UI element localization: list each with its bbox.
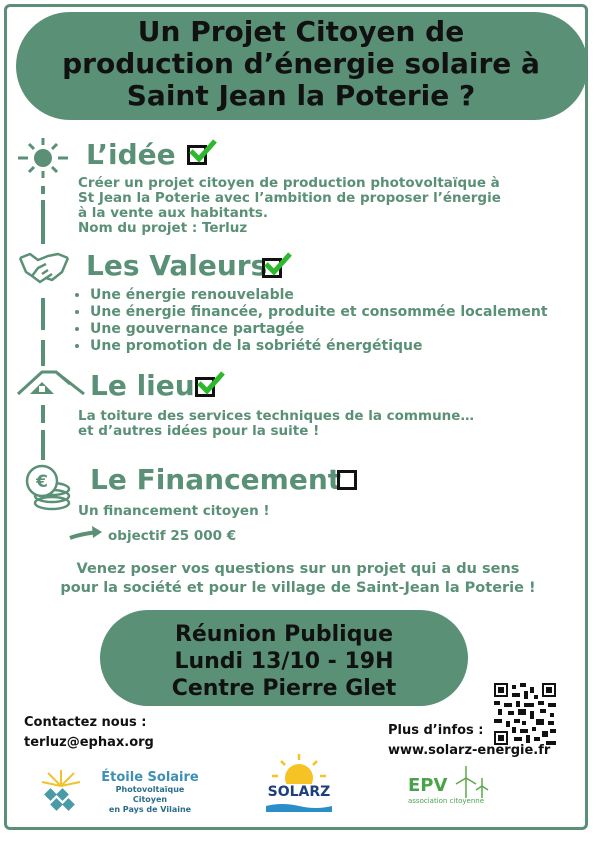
timeline-dash [41,298,45,330]
infos-block [388,721,550,761]
solarz-logo: SOLARZ [267,784,331,800]
section-title-financement: Le Financement [90,463,342,496]
title-line-3: Saint Jean la Poterie ? [126,79,476,112]
epv-logo: EPV [408,775,448,796]
checkbox-lieu [195,377,215,397]
list-item: • Une promotion de la sobriété énergétique [90,338,548,355]
meeting-info: Réunion Publique Lundi 13/10 - 19H Centre Pierre Glet [171,622,397,701]
contact-block [24,713,154,753]
infos-label: Plus d’infos : [388,723,484,738]
timeline-dash [41,405,45,423]
title-line-2: production d’énergie solaire à [62,47,540,80]
etoile-solaire-logo-icon [38,768,84,814]
idee-text: Créer un projet citoyen de production photovoltaïque à St Jean la Poterie avec l’ambition de proposer l’énergie à la vente aux habitants. Nom du projet : Terluz [78,175,501,236]
handshake-icon [18,250,70,284]
etoile-solaire-logo: Étoile Solaire Photovoltaïque Citoyen en Pays de Vilaine [101,770,199,814]
contact-label: Contactez nous : [24,715,147,730]
checkbox-valeurs [262,258,282,278]
epv-logo-subtitle: association citoyenne [408,797,485,805]
svg-text:€: € [36,472,48,492]
list-item: • Une énergie financée, produite et consommée localement [90,304,548,321]
objective-text: objectif 25 000 € [108,528,237,544]
timeline-dash [41,186,45,194]
arrow-right-icon [68,524,104,544]
title-line-1: Un Projet Citoyen de [137,15,465,48]
lieu-text: La toiture des services techniques de la commune… et d’autres idées pour la suite ! [78,408,474,439]
section-title-idee: L’idée [86,138,176,171]
section-title-valeurs: Les Valeurs [86,249,268,282]
checkmark-icon [196,370,226,396]
list-item: • Une gouvernance partagée [90,321,548,338]
checkmark-icon [263,251,293,277]
call-to-action: Venez poser vos questions sur un projet qui a du sens pour la société et pour le village de Saint-Jean la Poterie ! [60,561,536,596]
solarz-logo-icon [264,752,334,814]
section-title-lieu: Le lieu [90,369,195,402]
checkmark-icon [188,138,218,164]
timeline-dash [41,430,45,460]
timeline-dash [41,200,45,244]
checkbox-financement [337,470,357,490]
values-list [76,287,548,355]
page-title [20,16,582,112]
contact-email[interactable]: terluz@ephax.org [24,735,154,750]
sun-icon [18,138,68,178]
list-item: • Une énergie renouvelable [90,287,548,304]
timeline-dash [41,340,45,366]
wind-turbine-icon [452,764,492,798]
infos-url[interactable]: www.solarz-energie.fr [388,743,551,758]
financement-text: Un financement citoyen ! [78,503,270,519]
checkbox-idee [187,145,207,165]
euro-coins-icon [22,463,72,513]
house-icon [16,366,88,396]
